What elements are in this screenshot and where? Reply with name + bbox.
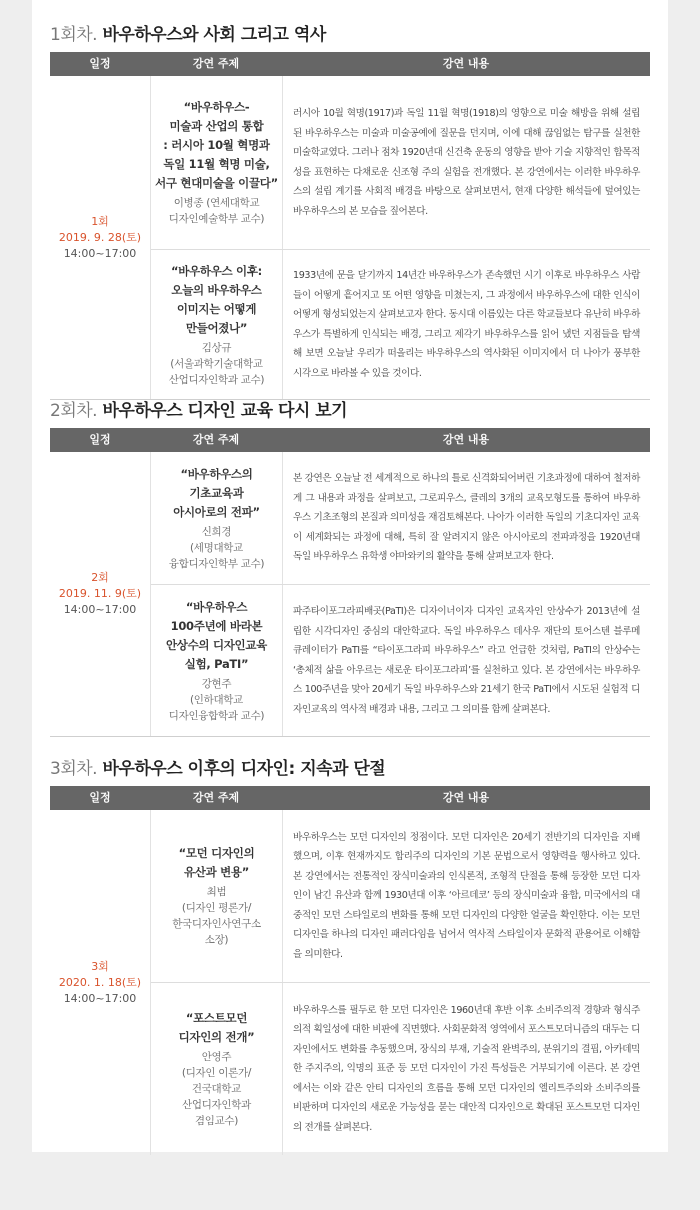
header-content: 강연 내용: [442, 791, 490, 804]
table-header: [50, 428, 650, 452]
lecture-description: 파주타이포그라피배곳(PaTI)은 디자이너이자 디자인 교육자인 안상수가 2013년에 설립한 시각디자인 중심의 대안학교다. 독일 바우하우스 데사우 재단의 토어스텐 블루메 큐레이터가 PaTI를 “타이포그라피 바우하우스” 라고 언급한 것처럼, PaTI의 안상수는 ‘총체적 삶을 아우르는 새로운 타이포그라피’를 실천하고 있다. 본 강연에서는 바우하우스 100주년을 맞아 20세기 독일 바우하우스와 21세기 한국 PaTI에서 시도된 실험적 디자인교육의 역사적 배경과 내용, 그리고 그 의미를 함께 살펴본다.: [293, 606, 640, 715]
session-date: 2019. 9. 28(토): [58, 230, 142, 244]
session-time: 14:00~17:00: [63, 603, 137, 616]
section-2: [50, 394, 650, 737]
table-header: [50, 786, 650, 810]
session-number: 3회: [91, 959, 109, 973]
lecture-title: “바우하우스 이후: 오늘의 바우하우스 이미지는 어떻게 만들어졌나”: [171, 263, 262, 335]
lecture-description: 러시아 10월 혁명(1917)과 독일 11월 혁명(1918)의 영향으로 미술 해방을 위해 설립된 바우하우스는 미술과 미술공예에 질문을 던지며, 이에 대해 끊임없는 탐구를 실천한 미술학교였다. 그러나 점차 1920년대 신건축 운동의 영향을 받아 기술 지향적인 합목적성을 표현하는 다채로운 신조형 주의 실험을 전개했다. 본 강연에서는 이러한 바우하우스의 설립 계기를 사회적 배경을 바탕으로 살펴보면서, 현재 다양한 해석들에 덮여있는 바우하우스의 본 모습을 짚어본다.: [293, 108, 640, 217]
section-body: [50, 810, 650, 1155]
lecture-topic: [151, 810, 283, 982]
lecture-title: “바우하우스의 기초교육과 아시아로의 전파”: [173, 466, 260, 519]
session-info: [50, 452, 151, 736]
lecture-row: [151, 983, 650, 1155]
lecture-topic: [151, 250, 283, 399]
lecture-speaker: 신희경 (세명대학교 융합디자인학부 교수): [168, 525, 265, 570]
section-number: 2회차.: [50, 401, 98, 421]
section-title: [50, 394, 650, 428]
lecture-title: “모던 디자인의 유산과 변용”: [178, 846, 255, 879]
section-1: [50, 18, 650, 400]
lecture-description: 1933년에 문을 닫기까지 14년간 바우하우스가 존속했던 시기 이후로 바우하우스 사람들이 어떻게 흩어지고 또 어떤 영향을 미쳤는지, 그 과정에서 바우하우스에 대한 인식이 어떻게 형성되었는지 살펴보고자 한다. 동시대 이름있는 다른 학교들보다 유난히 바우하우스가 특별하게 인식되는 배경, 그리고 제각기 바우하우스를 읽어 냈던 지점들을 탐색해 보면 오늘날 우리가 떠올리는 바우하우스의 역사화된 이미지에서 더 나아가 풍부한 시각으로 바라볼 수 있을 것이다.: [293, 270, 640, 379]
session-info: [50, 810, 151, 1155]
lecture-speaker: 이병종 (연세대학교 디자인예술학부 교수): [168, 197, 265, 225]
header-schedule: 일정: [89, 791, 111, 804]
session-number: 1회: [91, 214, 109, 228]
session-time: 14:00~17:00: [63, 991, 137, 1005]
lecture-description: 바우하우스를 필두로 한 모던 디자인은 1960년대 후반 이후 소비주의적 경향과 형식주의적 획일성에 대한 비판에 직면했다. 사회문화적 영역에서 포스트모더니즘의 대두는 디자인에서도 변화를 추동했으며, 장식의 부재, 기술적 완벽주의, 분위기의 결핍, 아카데믹한 주지주의, 익명의 표준 등 모던 디자인이 가진 특성들은 거부되기에 이른다. 본 강연에서는 이와 같은 안티 디자인의 흐름을 통해 모던 디자인의 엘리트주의와 소비주의를 비판하며 디자인의 새로운 가능성을 묻는 대안적 디자인으로 확대된 포스트모던 디자인의 전개를 살펴본다.: [293, 1004, 640, 1133]
lecture-description: 본 강연은 오늘날 전 세계적으로 하나의 틀로 신격화되어버린 기초과정에 대하여 철저하게 그 내용과 과정을 살펴보고, 그로피우스, 클레의 3개의 교육모형도를 통하여 바우하우스 기초조형의 본질과 의미성을 재검토해본다. 나아가 이러한 독일의 기초디자인 교육이 세계화되는 과정에 대해, 특히 잘 알려지지 않은 아시아로의 전파과정을 1920년대 독일 바우하우스 유학생 야마와키의 활약을 통해 살펴보고자 한다.: [293, 473, 640, 563]
lecture-topic: [151, 452, 283, 584]
session-date: 2019. 11. 9(토): [58, 587, 142, 600]
section-body: [50, 76, 650, 400]
table-header: [50, 52, 650, 76]
section-number: 3회차.: [50, 759, 98, 779]
lecture-row: [151, 585, 650, 736]
section-body: [50, 452, 650, 737]
session-date: 2020. 1. 18(토): [58, 975, 142, 989]
lecture-speaker: 김상규 (서울과학기술대학교 산업디자인학과 교수): [168, 341, 265, 386]
lecture-speaker: 안영주 (디자인 이론가/ 건국대학교 산업디자인학과 겸임교수): [181, 1051, 252, 1127]
header-content: 강연 내용: [442, 433, 490, 446]
lecture-topic: [151, 983, 283, 1155]
lecture-row: [151, 250, 650, 399]
section-heading: 바우하우스와 사회 그리고 역사: [102, 25, 326, 45]
lecture-title: “바우하우스- 미술과 산업의 통합 : 러시아 10월 혁명과 독일 11월 혁명 미술, 서구 현대미술을 이끌다”: [155, 100, 278, 190]
lecture-speaker: 강현주 (인하대학교 디자인융합학과 교수): [168, 677, 265, 722]
session-number: 2회: [91, 571, 109, 584]
header-topic: 강연 주제: [192, 433, 240, 446]
header-schedule: 일정: [89, 433, 111, 446]
header-topic: 강연 주제: [192, 791, 240, 804]
header-content: 강연 내용: [442, 57, 490, 70]
section-title: [50, 18, 650, 52]
header-topic: 강연 주제: [192, 57, 240, 70]
section-title: [50, 752, 650, 786]
header-schedule: 일정: [89, 57, 111, 70]
lecture-topic: [151, 76, 283, 249]
lecture-row: [151, 810, 650, 983]
lecture-schedule-card: [32, 0, 668, 1152]
lecture-row: [151, 452, 650, 585]
section-heading: 바우하우스 디자인 교육 다시 보기: [102, 401, 348, 421]
section-heading: 바우하우스 이후의 디자인: 지속과 단절: [102, 759, 386, 779]
lecture-title: “바우하우스 100주년에 바라본 안상수의 디자인교육 실험, PaTI”: [166, 599, 267, 671]
lecture-description: 바우하우스는 모던 디자인의 정점이다. 모던 디자인은 20세기 전반기의 디자인을 지배했으며, 이후 현재까지도 합리주의 디자인의 기본 문법으로서 영향력을 행사하고 있다. 본 강연에서는 전통적인 장식미술과의 인식론적, 조형적 단절을 통해 등장한 모던 디자인이 남긴 유산과 함께 1930년대 이후 ‘아르데코’ 등의 장식미술과 융합, 미국에서의 대중적인 모던 스타일로의 변화를 통해 모던 디자인의 다양한 얼굴을 확인한다. 이는 모던 디자인을 하나의 디자인 패러다임을 넘어서 역사적 스타일이자 문화적 관용어로 이해함을 의미한다.: [293, 831, 640, 960]
lecture-speaker: 최범 (디자인 평론가/ 한국디자인사연구소 소장): [172, 886, 261, 946]
session-info: [50, 76, 151, 399]
lecture-topic: [151, 585, 283, 736]
section-3: [50, 752, 650, 1155]
lecture-title: “포스트모던 디자인의 전개”: [178, 1011, 255, 1044]
lecture-row: [151, 76, 650, 250]
section-number: 1회차.: [50, 25, 98, 45]
session-time: 14:00~17:00: [63, 246, 137, 260]
